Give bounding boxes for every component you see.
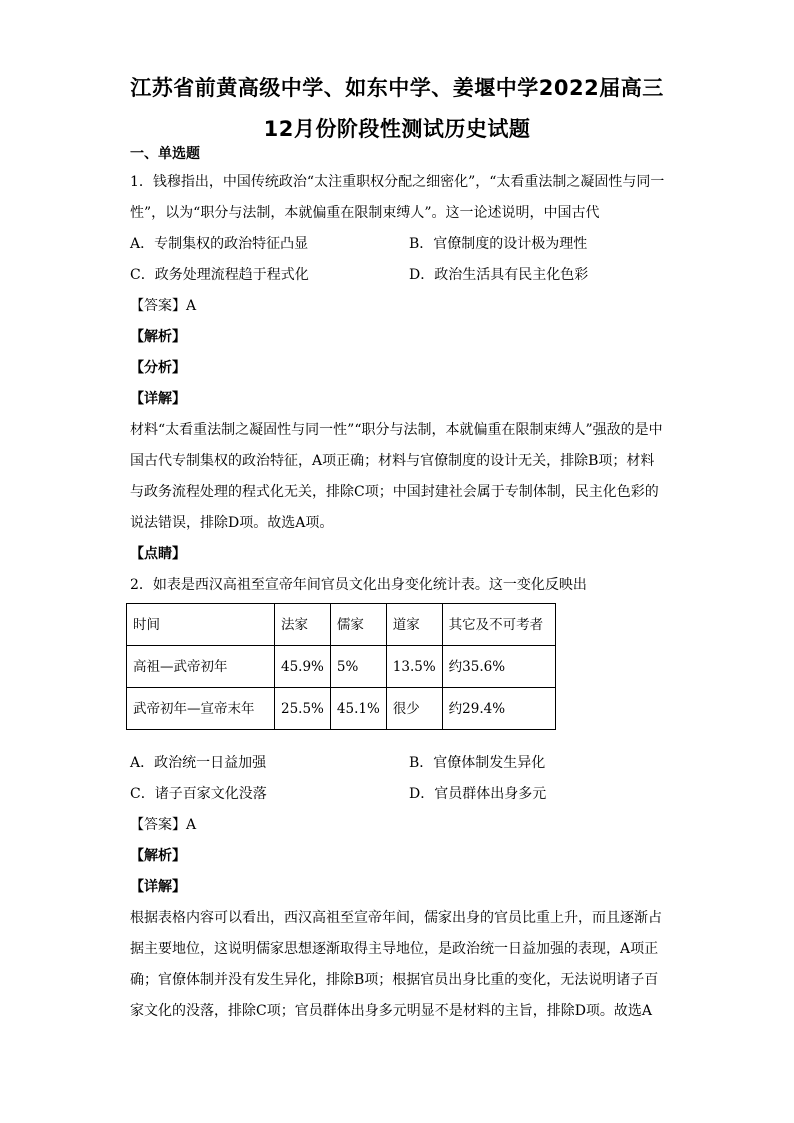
table-row [127, 688, 556, 730]
q2-detail-line3: 确；官僚体制并没有发生异化，排除B项；根据官员出身比重的变化，无法说明诸子百 [130, 972, 659, 988]
table-cell: 45.1% [330, 688, 386, 730]
table-header-cell: 道家 [386, 604, 442, 646]
table-cell: 约29.4% [442, 688, 555, 730]
q1-option-b: B．官僚制度的设计极为理性 [409, 236, 588, 252]
official-origin-table [126, 603, 556, 730]
table-header-cell: 法家 [275, 604, 331, 646]
table-cell: 约35.6% [442, 646, 555, 688]
q1-stem-line1: 1．钱穆指出，中国传统政治“太注重职权分配之细密化”，“太看重法制之凝固性与同一 [130, 174, 665, 190]
table-cell: 高祖—武帝初年 [127, 646, 275, 688]
document-body [130, 143, 665, 1027]
table-header-cell: 儒家 [330, 604, 386, 646]
q2-detail-heading: 【详解】 [130, 879, 186, 895]
table-cell: 很少 [386, 688, 442, 730]
q2-stem: 2．如表是西汉高祖至宣帝年间官员文化出身变化统计表。这一变化反映出 [130, 577, 587, 593]
q1-option-d: D．政治生活具有民主化色彩 [409, 267, 589, 283]
q2-detail-line4: 家文化的没落，排除C项；官员群体出身多元明显不是材料的主旨，排除D项。故选A [130, 1003, 653, 1019]
table-cell: 武帝初年—宣帝末年 [127, 688, 275, 730]
q1-option-c: C．政务处理流程趋于程式化 [130, 267, 309, 283]
table-header-cell: 其它及不可考者 [442, 604, 555, 646]
q1-answer: 【答案】A [130, 298, 197, 314]
document-title-line1: 江苏省前黄高级中学、如东中学、姜堰中学2022届高三 [130, 76, 664, 100]
q1-options-row2 [130, 260, 665, 291]
q1-stem-line2: 性”，以为“职分与法制，本就偏重在限制束缚人”。这一论述说明，中国古代 [130, 205, 600, 221]
q1-options-row1 [130, 229, 665, 260]
q2-detail-line2: 据主要地位，这说明儒家思想逐渐取得主导地位，是政治统一日益加强的表现，A项正 [130, 941, 659, 957]
section-heading: 一、单选题 [130, 146, 200, 162]
q1-detail-heading: 【详解】 [130, 391, 186, 407]
q2-analysis-heading: 【解析】 [130, 848, 186, 864]
q1-option-a: A．专制集权的政治特征凸显 [130, 236, 309, 252]
q1-dianjing-heading: 【点睛】 [130, 546, 186, 562]
q1-analysis-heading: 【解析】 [130, 329, 186, 345]
q1-detail-line1: 材料“太看重法制之凝固性与同一性”“职分与法制，本就偏重在限制束缚人”强敌的是中 [130, 422, 663, 438]
document-title-line2: 12月份阶段性测试历史试题 [263, 117, 531, 141]
q1-detail-line2: 国古代专制集权的政治特征，A项正确；材料与官僚制度的设计无关，排除B项；材料 [130, 453, 655, 469]
q2-answer: 【答案】A [130, 817, 197, 833]
table-header-row [127, 604, 556, 646]
q2-options-row2 [130, 779, 665, 810]
table-cell: 13.5% [386, 646, 442, 688]
table-cell: 45.9% [275, 646, 331, 688]
table-cell: 5% [330, 646, 386, 688]
q1-detail-line3: 与政务流程处理的程式化无关，排除C项；中国封建社会属于专制体制，民主化色彩的 [130, 484, 659, 500]
q2-detail-line1: 根据表格内容可以看出，西汉高祖至宣帝年间，儒家出身的官员比重上升，而且逐渐占 [130, 910, 662, 926]
q2-option-a: A．政治统一日益加强 [130, 755, 267, 771]
q2-option-d: D．官员群体出身多元 [409, 786, 547, 802]
q2-option-c: C．诸子百家文化没落 [130, 786, 267, 802]
table-header-cell: 时间 [127, 604, 275, 646]
q2-option-b: B．官僚体制发生异化 [409, 755, 546, 771]
table-cell: 25.5% [275, 688, 331, 730]
q2-options-row1 [130, 748, 665, 779]
q1-fenxi-heading: 【分析】 [130, 360, 186, 376]
q1-detail-line4: 说法错误，排除D项。故选A项。 [130, 515, 334, 531]
table-row [127, 646, 556, 688]
